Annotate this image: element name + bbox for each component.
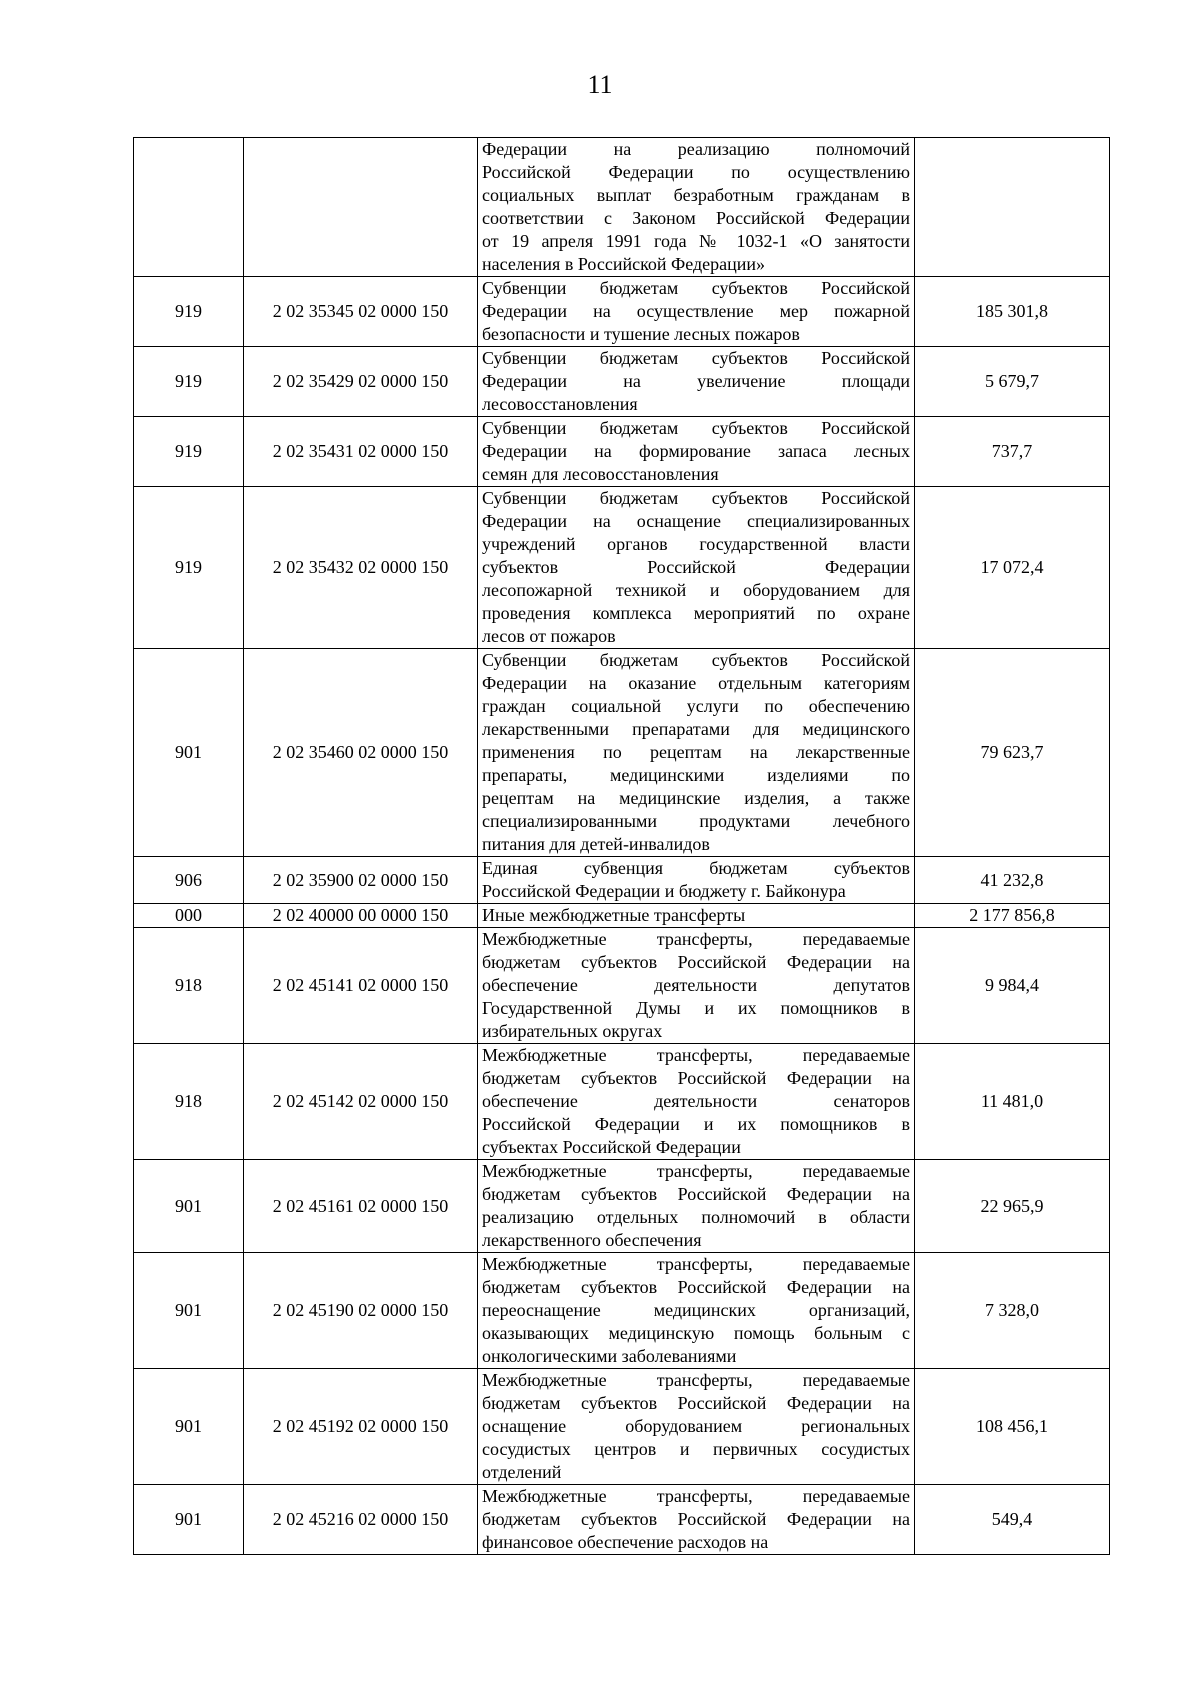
description-cell (478, 487, 915, 649)
amount-cell: 5 679,7 (915, 347, 1110, 417)
description-line: препараты, медицинскими изделиями по (482, 765, 910, 785)
budget-code-cell: 2 02 45142 02 0000 150 (244, 1044, 478, 1160)
description-line: специализированными продуктами лечебного (482, 811, 910, 831)
description-line: бюджетам субъектов Российской Федерации на (482, 952, 910, 972)
description-line: граждан социальной услуги по обеспечению (482, 696, 910, 716)
description-line: Федерации на реализацию полномочий (482, 139, 910, 159)
admin-code-cell: 918 (134, 928, 244, 1044)
description-line: сосудистых центров и первичных сосудистых (482, 1439, 910, 1459)
description-cell (478, 1160, 915, 1253)
description-line: Федерации на осуществление мер пожарной (482, 301, 910, 321)
description-line: от 19 апреля 1991 года № 1032-1 «О занятости (482, 231, 910, 251)
description-line: Федерации на оказание отдельным категориям (482, 673, 910, 693)
description-cell (478, 138, 915, 277)
table-row (134, 1253, 1110, 1369)
description-line: субъектах Российской Федерации (482, 1137, 741, 1157)
description-line: лесопожарной техникой и оборудованием для (482, 580, 910, 600)
table-row (134, 347, 1110, 417)
description-line: Субвенции бюджетам субъектов Российской (482, 418, 910, 438)
admin-code-cell: 919 (134, 487, 244, 649)
admin-code-cell: 901 (134, 1160, 244, 1253)
description-line: обеспечение деятельности сенаторов (482, 1091, 910, 1111)
description-line: бюджетам субъектов Российской Федерации на (482, 1068, 910, 1088)
amount-cell: 9 984,4 (915, 928, 1110, 1044)
budget-code-cell: 2 02 45141 02 0000 150 (244, 928, 478, 1044)
description-line: соответствии с Законом Российской Федерации (482, 208, 910, 228)
description-line: семян для лесовосстановления (482, 464, 719, 484)
description-cell (478, 1485, 915, 1555)
table-body (134, 138, 1110, 1555)
amount-cell (915, 138, 1110, 277)
description-line: проведения комплекса мероприятий по охране (482, 603, 910, 623)
description-line: реализацию отдельных полномочий в области (482, 1207, 910, 1227)
description-line: учреждений органов государственной власти (482, 534, 910, 554)
amount-cell: 549,4 (915, 1485, 1110, 1555)
description-line: Российской Федерации и бюджету г. Байконура (482, 881, 846, 901)
admin-code-cell: 901 (134, 1369, 244, 1485)
budget-table (133, 137, 1110, 1555)
budget-code-cell: 2 02 35432 02 0000 150 (244, 487, 478, 649)
description-cell (478, 904, 915, 928)
description-line: бюджетам субъектов Российской Федерации на (482, 1277, 910, 1297)
table-row (134, 1369, 1110, 1485)
description-line: рецептам на медицинские изделия, а также (482, 788, 910, 808)
amount-cell: 7 328,0 (915, 1253, 1110, 1369)
amount-cell: 41 232,8 (915, 857, 1110, 904)
description-line: Иные межбюджетные трансферты (482, 905, 746, 925)
description-line: обеспечение деятельности депутатов (482, 975, 910, 995)
description-line: питания для детей-инвалидов (482, 834, 710, 854)
admin-code-cell: 901 (134, 1253, 244, 1369)
budget-code-cell: 2 02 35460 02 0000 150 (244, 649, 478, 857)
description-line: Межбюджетные трансферты, передаваемые (482, 1254, 910, 1274)
description-line: Единая субвенция бюджетам субъектов (482, 858, 910, 878)
description-line: Межбюджетные трансферты, передаваемые (482, 1045, 910, 1065)
description-line: Федерации на формирование запаса лесных (482, 441, 910, 461)
description-cell (478, 649, 915, 857)
description-cell (478, 1253, 915, 1369)
description-cell (478, 1369, 915, 1485)
amount-cell: 108 456,1 (915, 1369, 1110, 1485)
description-line: Межбюджетные трансферты, передаваемые (482, 929, 910, 949)
description-line: Субвенции бюджетам субъектов Российской (482, 650, 910, 670)
description-line: лекарственного обеспечения (482, 1230, 702, 1250)
table-row (134, 138, 1110, 277)
description-line: оснащение оборудованием региональных (482, 1416, 910, 1436)
budget-code-cell: 2 02 35345 02 0000 150 (244, 277, 478, 347)
budget-code-cell: 2 02 35429 02 0000 150 (244, 347, 478, 417)
description-line: бюджетам субъектов Российской Федерации на (482, 1184, 910, 1204)
table-row (134, 649, 1110, 857)
description-line: Российской Федерации по осуществлению (482, 162, 910, 182)
description-line: избирательных округах (482, 1021, 663, 1041)
description-cell (478, 277, 915, 347)
budget-code-cell: 2 02 45192 02 0000 150 (244, 1369, 478, 1485)
description-line: Субвенции бюджетам субъектов Российской (482, 278, 910, 298)
description-line: лесов от пожаров (482, 626, 616, 646)
amount-cell: 79 623,7 (915, 649, 1110, 857)
amount-cell: 17 072,4 (915, 487, 1110, 649)
table-row (134, 1044, 1110, 1160)
admin-code-cell: 901 (134, 649, 244, 857)
description-line: населения в Российской Федерации» (482, 254, 766, 274)
description-line: переоснащение медицинских организаций, (482, 1300, 910, 1320)
page-number: 11 (587, 70, 613, 99)
description-line: Федерации на увеличение площади (482, 371, 910, 391)
description-cell (478, 928, 915, 1044)
description-line: лекарственными препаратами для медицинского (482, 719, 910, 739)
admin-code-cell (134, 138, 244, 277)
amount-cell: 22 965,9 (915, 1160, 1110, 1253)
description-line: применения по рецептам на лекарственные (482, 742, 910, 762)
amount-cell: 2 177 856,8 (915, 904, 1110, 928)
description-line: оказывающих медицинскую помощь больным с (482, 1323, 910, 1343)
budget-code-cell: 2 02 35900 02 0000 150 (244, 857, 478, 904)
amount-cell: 11 481,0 (915, 1044, 1110, 1160)
amount-cell: 185 301,8 (915, 277, 1110, 347)
description-line: Межбюджетные трансферты, передаваемые (482, 1161, 910, 1181)
description-cell (478, 1044, 915, 1160)
budget-code-cell: 2 02 40000 00 0000 150 (244, 904, 478, 928)
description-line: безопасности и тушение лесных пожаров (482, 324, 800, 344)
description-line: субъектов Российской Федерации (482, 557, 910, 577)
table-row (134, 487, 1110, 649)
description-cell (478, 417, 915, 487)
admin-code-cell: 901 (134, 1485, 244, 1555)
table-row (134, 857, 1110, 904)
budget-code-cell: 2 02 45161 02 0000 150 (244, 1160, 478, 1253)
description-line: Субвенции бюджетам субъектов Российской (482, 488, 910, 508)
table-row (134, 1485, 1110, 1555)
description-line: бюджетам субъектов Российской Федерации на (482, 1509, 910, 1529)
admin-code-cell: 906 (134, 857, 244, 904)
table-row (134, 928, 1110, 1044)
description-line: бюджетам субъектов Российской Федерации на (482, 1393, 910, 1413)
description-line: Государственной Думы и их помощников в (482, 998, 910, 1018)
description-cell (478, 857, 915, 904)
budget-code-cell (244, 138, 478, 277)
description-line: Межбюджетные трансферты, передаваемые (482, 1486, 910, 1506)
description-line: Субвенции бюджетам субъектов Российской (482, 348, 910, 368)
description-line: Российской Федерации и их помощников в (482, 1114, 910, 1134)
description-line: социальных выплат безработным гражданам в (482, 185, 910, 205)
description-line: Федерации на оснащение специализированных (482, 511, 910, 531)
description-line: финансовое обеспечение расходов на (482, 1532, 769, 1552)
admin-code-cell: 919 (134, 347, 244, 417)
amount-cell: 737,7 (915, 417, 1110, 487)
description-line: онкологическими заболеваниями (482, 1346, 737, 1366)
table-row (134, 1160, 1110, 1253)
table-row (134, 417, 1110, 487)
table-row (134, 904, 1110, 928)
description-line: лесовосстановления (482, 394, 638, 414)
description-line: отделений (482, 1462, 562, 1482)
admin-code-cell: 919 (134, 417, 244, 487)
admin-code-cell: 919 (134, 277, 244, 347)
budget-code-cell: 2 02 35431 02 0000 150 (244, 417, 478, 487)
admin-code-cell: 000 (134, 904, 244, 928)
budget-code-cell: 2 02 45216 02 0000 150 (244, 1485, 478, 1555)
table-row (134, 277, 1110, 347)
description-line: Межбюджетные трансферты, передаваемые (482, 1370, 910, 1390)
budget-code-cell: 2 02 45190 02 0000 150 (244, 1253, 478, 1369)
description-cell (478, 347, 915, 417)
admin-code-cell: 918 (134, 1044, 244, 1160)
